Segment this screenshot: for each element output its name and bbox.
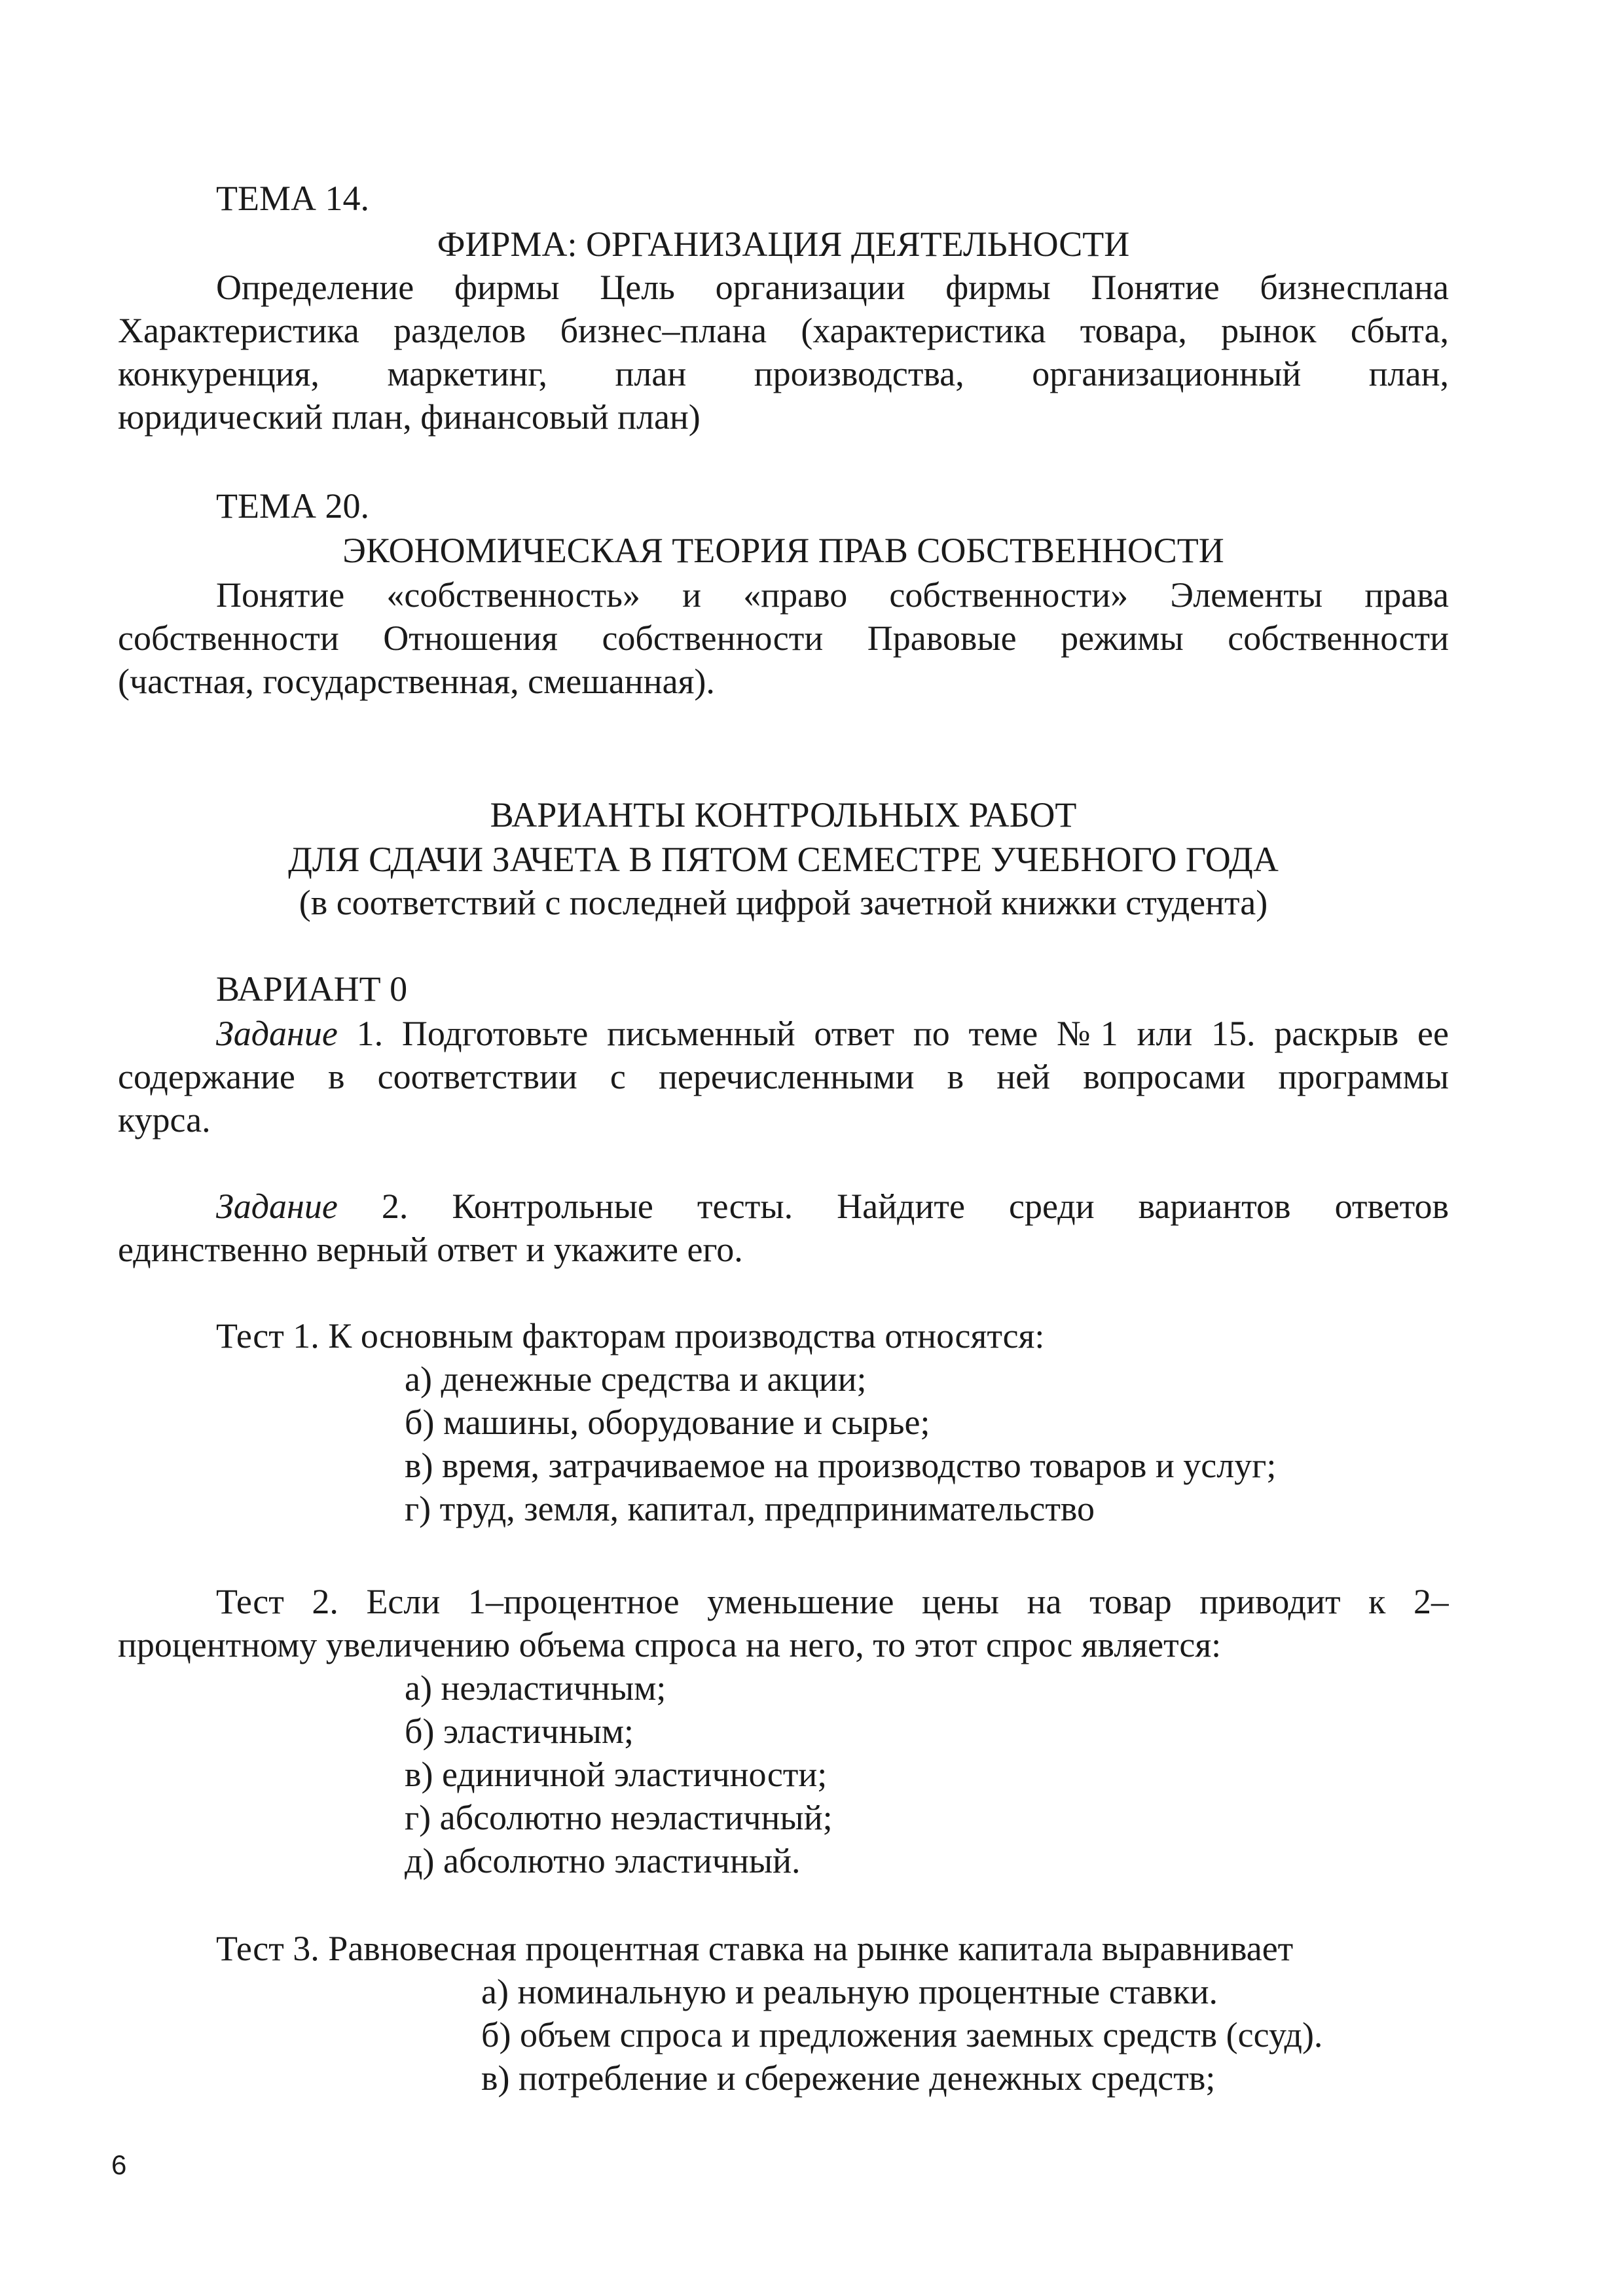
test-1-option: в) время, затрачиваемое на производство товаров и услуг; <box>405 1446 1277 1485</box>
test-2-option: б) эластичным; <box>405 1712 634 1751</box>
test-2-option: в) единичной эластичности; <box>405 1755 828 1794</box>
test-1-question: Тест 1. К основным факторам производства относятся: <box>216 1316 1045 1355</box>
task-1-text: 1. Подготовьте письменный ответ по теме №1 или 15. раскрыв ее <box>337 1014 1449 1053</box>
topic-20-heading: ТЕМА 20. <box>216 486 369 526</box>
test-2-option: а) неэластичным; <box>405 1668 666 1708</box>
variant-0-heading: ВАРИАНТ 0 <box>216 969 408 1009</box>
test-1-option: б) машины, оборудование и сырье; <box>405 1403 930 1442</box>
topic-14-text-line: Определение фирмы Цель организации фирмы Понятие бизнесплана <box>216 268 1449 307</box>
variants-title-line: ВАРИАНТЫ КОНТРОЛЬНЫХ РАБОТ <box>490 795 1077 834</box>
task-1-line <box>216 1012 1449 1055</box>
test-1-option: г) труд, земля, капитал, предпринимательство <box>405 1489 1095 1528</box>
test-1-option: а) денежные средства и акции; <box>405 1359 867 1399</box>
topic-14-title: ФИРМА: ОРГАНИЗАЦИЯ ДЕЯТЕЛЬНОСТИ <box>437 224 1130 264</box>
variants-subtitle: (в соответствий с последней цифрой зачетной книжки студента) <box>299 883 1268 922</box>
page-number: 6 <box>111 2149 127 2180</box>
test-2-option: г) абсолютно неэластичный; <box>405 1798 833 1837</box>
topic-20-text-line: собственности Отношения собственности Правовые режимы собственности <box>118 619 1449 658</box>
topic-14-text-line: конкуренция, маркетинг, план производства, организационный план, <box>118 354 1449 393</box>
topic-14-heading: ТЕМА 14. <box>216 179 369 218</box>
test-2-question-line: процентному увеличению объема спроса на него, то этот спрос является: <box>118 1625 1222 1664</box>
topic-14-text-line: юридический план, финансовый план) <box>118 397 701 437</box>
task-1-line: содержание в соответствии с перечисленными в ней вопросами программы <box>118 1057 1449 1096</box>
test-3-option: б) объем спроса и предложения заемных средств (ссуд). <box>481 2015 1323 2054</box>
test-2-option: д) абсолютно эластичный. <box>405 1841 801 1880</box>
task-2-label: Задание <box>216 1187 338 1226</box>
task-2-text: 2. Контрольные тесты. Найдите среди вариантов ответов <box>337 1187 1449 1226</box>
test-3-option: в) потребление и сбережение денежных средств; <box>481 2058 1216 2098</box>
topic-20-text-line: Понятие «собственность» и «право собственности» Элементы права <box>216 575 1449 615</box>
test-2-question-line: Тест 2. Если 1–процентное уменьшение цены на товар приводит к 2– <box>216 1582 1449 1621</box>
task-1-line: курса. <box>118 1100 211 1139</box>
test-3-option: а) номинальную и реальную процентные ставки. <box>481 1972 1218 2011</box>
task-2-line: единственно верный ответ и укажите его. <box>118 1230 743 1269</box>
topic-20-text-line: (частная, государственная, смешанная). <box>118 662 715 701</box>
task-2-line <box>216 1185 1449 1228</box>
topic-14-text-line: Характеристика разделов бизнес–плана (характеристика товара, рынок сбыта, <box>118 311 1449 350</box>
task-1-label: Задание <box>216 1014 338 1053</box>
variants-title-line: ДЛЯ СДАЧИ ЗАЧЕТА В ПЯТОМ СЕМЕСТРЕ УЧЕБНОГО ГОДА <box>288 840 1279 879</box>
topic-20-title: ЭКОНОМИЧЕСКАЯ ТЕОРИЯ ПРАВ СОБСТВЕННОСТИ <box>342 531 1224 570</box>
test-3-question: Тест 3. Равновесная процентная ставка на рынке капитала выравнивает <box>216 1929 1294 1968</box>
